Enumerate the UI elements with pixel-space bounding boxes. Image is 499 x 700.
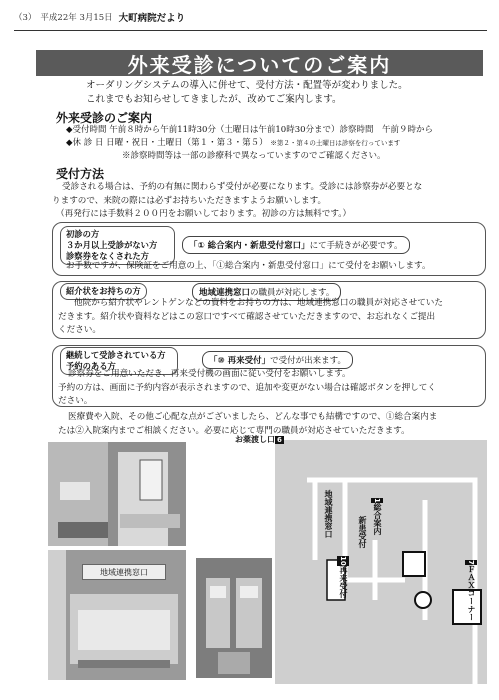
referral-line: 他院から紹介状やレントゲンなどの資料をお持ちの方は、地域連携窓口の職員が対応させていた bbox=[74, 298, 443, 308]
closing-line: たは②入院案内までご相談ください。必要に応じて専門の職員が対応させていただきます。 bbox=[58, 425, 410, 436]
photo-illustration bbox=[196, 558, 272, 678]
intro-line: これまでもお知らせしてきましたが、改めてご案内します。 bbox=[86, 94, 342, 105]
floor-map bbox=[235, 435, 487, 684]
first-visit-pill bbox=[182, 236, 410, 254]
tag-line: 予約のある方 bbox=[66, 361, 116, 371]
tag-line: ３か月以上受診がない方 bbox=[66, 240, 158, 250]
tag-line: 診察券をなくされた方 bbox=[66, 251, 149, 261]
issue-date: 平成22年 3月15日 bbox=[40, 13, 113, 23]
reception-text bbox=[52, 181, 488, 222]
pill-rest: で受付が出来ます。 bbox=[270, 356, 346, 366]
floor-map-lines bbox=[275, 440, 487, 684]
tag-line: 継続して受診されている方 bbox=[66, 350, 166, 360]
revisit-text: 再来受付 bbox=[339, 565, 348, 598]
revisit-text bbox=[58, 368, 486, 409]
liaison-sign: 地域連携窓口 bbox=[82, 564, 166, 580]
fax-number: 7 bbox=[467, 560, 475, 565]
reception-line: （再発行には手数料２００円をお願いしております。初診の方は無料です。） bbox=[56, 209, 352, 219]
pill-rest: にて手続きが必要です。 bbox=[309, 241, 403, 251]
revisit-line: ださい。 bbox=[58, 396, 93, 406]
reception-line: りますので、来院の際には必ずお持ちいただきますようお願いします。 bbox=[52, 195, 327, 206]
consult-hours bbox=[66, 124, 486, 163]
hours-label: ◆受付時間 bbox=[66, 125, 107, 135]
closed-note: ※第２・第４の土曜日は診察を行っています bbox=[270, 139, 401, 147]
revisit-number: 10 bbox=[339, 556, 347, 566]
pill-rest: の職員が対応します。 bbox=[250, 288, 335, 298]
referral-line: ください。 bbox=[58, 325, 101, 335]
reception-line: 受診される場合は、予約の有無に関わらず受付が必要になります。受診には診察券が必要とな bbox=[62, 182, 423, 192]
revisit-pill bbox=[202, 351, 353, 369]
closed-label: ◆休 診 日 bbox=[66, 138, 104, 148]
fax-text: ＦＡＸコーナー bbox=[467, 564, 476, 621]
pill-bold: 「① 総合案内・新患受付窓口」 bbox=[189, 241, 310, 251]
intro-line: オーダリングシステムの導入に併せて、受付方法・配置等が変わりました。 bbox=[86, 80, 408, 91]
title-banner bbox=[36, 50, 483, 76]
closed-text: 日曜・祝日・土曜日（第１・第３・第５） bbox=[106, 138, 268, 148]
fax-label bbox=[465, 560, 478, 621]
liaison-window-photo bbox=[48, 550, 186, 680]
liaison-label: 地域連携窓口 bbox=[324, 490, 333, 538]
photo-illustration bbox=[48, 442, 186, 546]
pill-bold: 「⑩ 再来受付」 bbox=[209, 356, 271, 366]
revisit-line: 予約の方は、画面に予約内容が表示されますので、追加や変更がない場合は確認ボタンを押してく bbox=[58, 382, 436, 393]
closed-row bbox=[66, 137, 486, 150]
intro-text bbox=[86, 79, 486, 107]
new-patient-label: 新患受付 bbox=[358, 516, 367, 548]
referral-tag: 紹介状をお持ちの方 bbox=[60, 283, 147, 300]
newsletter-title: 大町病院だより bbox=[118, 13, 186, 24]
medicine-text: お薬渡し口 bbox=[235, 435, 275, 444]
general-label bbox=[371, 498, 384, 535]
referral-text bbox=[58, 297, 486, 338]
medicine-label bbox=[235, 434, 285, 445]
revisit-line: 診察券をご用意いただき、再来受付機の画面に従い受付をお願いします。 bbox=[68, 369, 351, 379]
closing-line: 医療費や入院、その他ご心配な点がございましたら、どんな事でも結構ですので、①総合案内ま bbox=[68, 412, 438, 422]
hours-note: ※診察時間等は一部の診療科で異なっていますのでご確認ください。 bbox=[122, 151, 386, 161]
general-text: 総合案内 bbox=[373, 502, 382, 535]
header-rule bbox=[14, 30, 487, 31]
reception-counter-photo bbox=[48, 442, 186, 546]
reception-heading: 受付方法 bbox=[56, 167, 105, 181]
hours-row bbox=[66, 124, 486, 137]
referral-line: だきます。紹介状や資料などはこの窓口ですべて確認させていただきますので、お忘れなくご提出 bbox=[58, 311, 436, 322]
hours-text: 午前８時から午前11時30分（土曜日は午前10時30分まで）診察時間 午前９時から bbox=[109, 125, 434, 135]
revisit-label bbox=[337, 556, 350, 598]
page-header bbox=[14, 6, 487, 28]
first-visit-text: お手数ですが、保険証をご用意の上、「①総合案内・新患受付窓口」にて受付をお願いします。 bbox=[66, 261, 431, 271]
medicine-number: 6 bbox=[277, 436, 282, 444]
page-number: （3） bbox=[14, 13, 37, 23]
general-number: 1 bbox=[373, 498, 381, 503]
revisit-machine-photo bbox=[196, 558, 272, 678]
consult-heading: 外来受診のご案内 bbox=[56, 111, 153, 125]
pill-bold: 地域連携窓口 bbox=[199, 288, 251, 298]
banner-title: 外来受診についてのご案内 bbox=[127, 52, 392, 77]
tag-line: 初診の方 bbox=[66, 229, 100, 239]
